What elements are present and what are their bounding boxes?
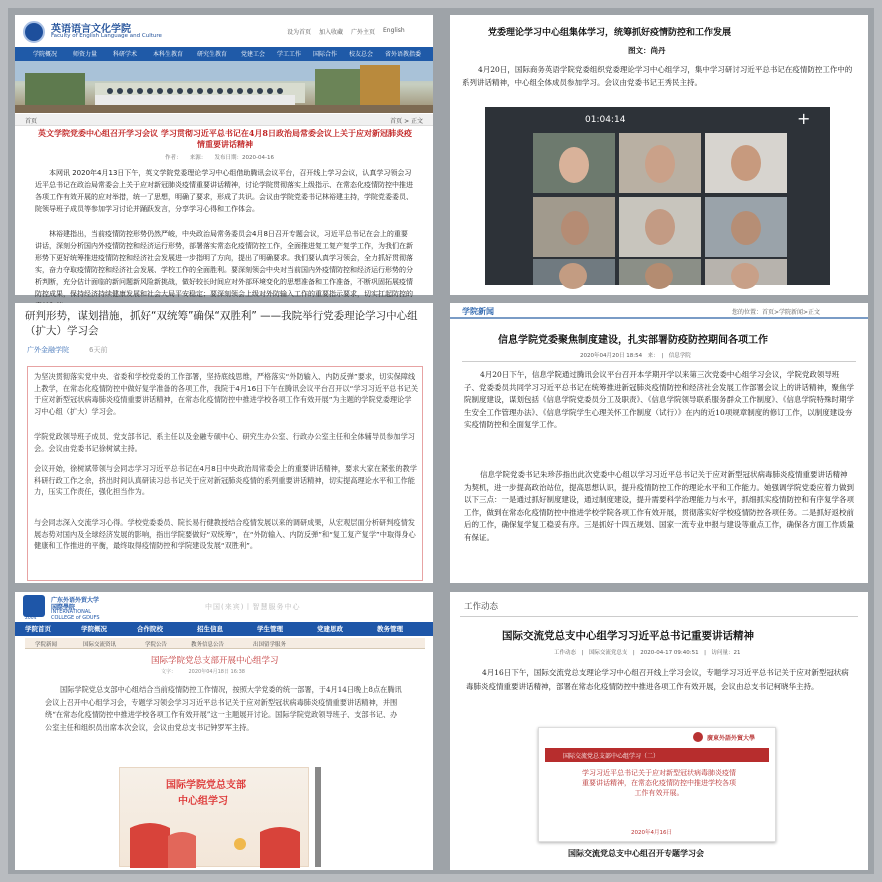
main-nav xyxy=(15,47,433,61)
slide-header-bar xyxy=(545,748,769,762)
slide-subtitle: 中心组学习 xyxy=(178,796,228,807)
nav-item[interactable]: 科研学术 xyxy=(113,51,138,58)
participant-tile xyxy=(533,197,615,257)
article-paragraph: 国际学院党总支部中心组结合当前疫情防控工作情况，按照大学党委的统一部署，于4月14日晚上8点在腾讯会议上召开中心组学习会，专题学习领会学习习近平总书记关于应对新型冠状病毒肺炎疫情重要讲话精神，并围绕“在常态化疫情防控中推进学校各项工作有效开展”这一主题展开讨论。国际学院党政领导班子、支部书记、办公室主任和组织员出席本次会议，会议由党总支书记钟罗军主持。 xyxy=(45,685,402,732)
top-link-english[interactable]: English xyxy=(383,27,405,34)
participant-tile xyxy=(705,133,787,193)
article-title: 国际交流党总支中心组学习习近平总书记重要讲话精神 xyxy=(502,630,754,642)
participant-tile xyxy=(619,197,701,257)
school-name: 英语语言文化学院 xyxy=(51,24,131,35)
nav-item[interactable]: 学院概况 xyxy=(81,625,107,633)
nav-item[interactable]: 学院概况 xyxy=(33,51,58,58)
nav-item[interactable]: 师资力量 xyxy=(73,51,98,58)
slide-logo-bar xyxy=(539,728,775,746)
section-title: 学院新闻 xyxy=(462,307,494,316)
nav-item[interactable]: 学工工作 xyxy=(277,51,302,58)
article-paragraph: 信息学院党委书记朱珍莎指出此次党委中心组以学习习近平总书记关于应对新型冠状病毒肺炎疫情重要讲话精神为契机，进一步提高政治站位，提高思想认识，提升疫情防控工作的理论水平和工作能力。她强调学院党委应着力做到以下三点：一是通过抓好制度建设，通过制度建设，提升需要科学治理能力与水平，抓细抓实疫情防控和有序复学各项工作，做到在常态化疫情防控中推进学校学院各项工作有效开展，贯彻落实好学校疫情防控各项任务。二是抓好返校前后的工作，确保复学复工稳妥有序。三是抓好十四五规划、国家一流专业申报与建设等重点工作，确保各方面工作质量有保证。 xyxy=(464,470,854,542)
article-paragraph: 与会同志深入交流学习心得。学校党委委员、院长易行健教授结合疫情发展以来的调研成果，从宏观层面分析研判疫情发展态势对国内及全球经济发展的影响，指出学院要做好“双统筹”，在“外防输入、内防反弹”和“复工复产复学”中取得身心健康和工作推进的平衡，最终取得疫情防控和学院建设发展“双胜利”。 xyxy=(34,518,416,550)
news-panel-business-english xyxy=(450,15,868,295)
participant-tile xyxy=(619,133,701,193)
news-panel-english-faculty xyxy=(15,15,433,298)
logo-year: 2004 xyxy=(25,616,37,621)
slide-title: 国际学院党总支部 xyxy=(166,780,246,791)
section-bar xyxy=(450,303,868,319)
nav-item[interactable]: 党建工会 xyxy=(241,51,266,58)
nav-item[interactable]: 招生信息 xyxy=(197,625,223,633)
article-source[interactable]: 广外金融学院 xyxy=(27,346,69,354)
news-panel-international-college xyxy=(15,592,433,870)
nav-item[interactable]: 学生管理 xyxy=(257,625,283,633)
participant-tile xyxy=(619,259,701,285)
top-link-gdufs[interactable]: 广外主页 xyxy=(351,29,376,36)
sub-nav-item[interactable]: 教务信息公告 xyxy=(191,642,225,648)
news-panel-international-exchange xyxy=(450,592,868,870)
article-paragraph: 为坚决贯彻落实党中央、省委和学校党委的工作部署，坚持底线思维，严格落实“外防输入、内防反弹”要求，切实保障线上教学，在常态化疫情防控中做好复学准备的各项工作，我院于4月16日下午在腾讯会议平台召开以“学习习近平总书记关于应对新型冠状病毒肺炎疫情重要讲话精神，在常态化疫情防控中推进学校各项工作有效开展”为主题的学院党委理论学习中心组（扩大）学习会。 xyxy=(34,372,419,416)
article-paragraph: 4月20日，国际商务英语学院党委组织党委理论学习中心组学习，集中学习研讨习近平总书记在疫情防控工作中的系列讲话精神，中心组全体成员参加学习。会议由党委书记王秀民主持。 xyxy=(462,65,853,87)
news-panel-finance-school xyxy=(15,303,433,583)
divider xyxy=(460,616,858,617)
nav-item[interactable]: 合作院校 xyxy=(137,625,163,633)
news-panel-information-school xyxy=(450,303,868,583)
nav-item[interactable]: 国际合作 xyxy=(313,51,338,58)
add-icon: + xyxy=(797,109,811,128)
slide-header: 国际交流党总支部中心组学习（二） xyxy=(563,753,660,760)
article-paragraph: 会议开始，徐树斌带领与会同志学习习近平总书记在4月8日中央政治局常委会上的重要讲话精神，要求大家在紧张的教学科研行政工作之余，挤出时间认真研读习总书记关于应对新冠肺炎疫情的系列重要讲话精神，切实提高理论水平和工作能力，压实工作责任，强化担当作为。 xyxy=(34,464,417,496)
image-caption: 国际交流党总支中心组召开专题学习会 xyxy=(568,848,704,858)
article-meta: 工作动态 | 国际交流党总支 | 2020-04-17 09:40:51 | 访问量：21 xyxy=(554,650,741,656)
school-name-en: Faculty of English Language and Culture xyxy=(51,33,162,39)
section-heading: 工作动态 xyxy=(464,602,499,612)
campus-photo-banner xyxy=(15,61,433,113)
participant-tile xyxy=(533,133,615,193)
article-paragraph: 4月16日下午，国际交流党总支理论学习中心组召开线上学习会议，专题学习习近平总书记关于应对新型冠状病毒肺炎疫情重要讲话精神，部署在常态化疫情防控中推进各项工作有效开展，会议由总支书记柯晓华主持。 xyxy=(466,668,849,691)
article-author: 图文：尚丹 xyxy=(628,46,666,55)
sub-nav-item[interactable]: 出国留学服务 xyxy=(253,642,287,648)
sub-nav xyxy=(25,638,425,649)
university-logo-icon xyxy=(23,21,45,43)
top-link-home[interactable]: 设为首页 xyxy=(287,29,312,36)
site-header xyxy=(15,15,433,47)
divider xyxy=(462,361,856,362)
article-paragraph: 学院党政领导班子成员、党支部书记、系主任以及金融专硕中心、研究生办公室、行政办公室主任和全体辅导员参加学习会。会议由党委书记徐树斌主持。 xyxy=(34,432,415,453)
college-name: 国際學院 xyxy=(51,604,76,611)
slide-logo-text: 廣東外語外貿大學 xyxy=(707,735,756,742)
header-motto: 中国(来宾)丨智慧服务中心 xyxy=(205,603,301,611)
meeting-timer: 01:04:14 xyxy=(585,115,626,125)
breadcrumb-home[interactable]: 首页 xyxy=(25,118,38,125)
breadcrumb: 您的位置：首页>学院新闻>正文 xyxy=(732,309,821,316)
breadcrumb xyxy=(15,114,433,126)
nav-item[interactable]: 教务管理 xyxy=(377,625,403,633)
article-paragraph: 4月20日下午，信息学院通过腾讯会议平台召开本学期开学以来第三次党委中心组学习会议，学院党政领导班子、党委委员共同学习习近平总书记在统筹推进新冠肺炎疫情防控和经济社会发展工作部署会议上的讲话精神，聚焦学院制度建设，谋划包括《信息学院党委员分工及职责》、《信息学院领导联系服务群众工作制度》、《信息学院特殊时期学生安全工作管理办法》、《信息学院学生心理关怀工作制度（试行）》在内的近10项规章制度的修订工作，以制度建设夯实疫情防控和全面复学工作。 xyxy=(464,370,854,429)
site-header xyxy=(15,592,433,622)
sub-nav-item[interactable]: 学院新闻 xyxy=(35,642,58,648)
participant-tile xyxy=(705,197,787,257)
sub-nav-item[interactable]: 国际交流资讯 xyxy=(83,642,117,648)
nav-item[interactable]: 省外语教指委 xyxy=(385,51,422,58)
decorative-red-flags-icon xyxy=(120,808,310,868)
article-title: 研判形势，谋划措施，抓好“双统筹”确保“双胜利” ——我院举行党委理论学习中心组（扩大）学习会 xyxy=(25,310,418,337)
video-conference-screenshot xyxy=(485,107,830,285)
slide-date: 2020年4月16日 xyxy=(631,830,672,836)
college-name-en: COLLEGE of GDUFS xyxy=(51,615,100,621)
article-paragraph: 林裕建指出，当前疫情防控形势仍然严峻，中央政治局常务委员会4月8日召开专题会议，习近平总书记在会上的重要讲话，深刻分析国内外疫情防控和经济运行形势，部署落实常态化疫情防控工作，全面推进复工复产复学工作，为我们在新形势下更好统筹推进疫情防控和经济社会发展进一步指明了方向，提出了明确要求。我们要认真学习领会，全力抓好贯彻落实，奋力夺取疫情防控和经济社会发展、学校工作的全面胜利。要深刻领会中央对当前国内外疫情防控和经济运行形势的分析判断，充分估计面临的新问题新风险新挑战，做好较长时间应对外部环境变化的思想准备和工作准备，不断巩固拓展疫情防控成果，保持经济持续健康发展和社会大局平安稳定；要深刻领会上级对外防输入工作的重要指示要求，切实扛起防控的 xyxy=(35,230,413,298)
article-title: 国际学院党总支部开展中心组学习 xyxy=(151,656,279,666)
slide-body: 学习习近平总书记关于应对新型冠状病毒肺炎疫情重要讲话精神，在常态化疫情防控中推进学校各项工作有效开展。 xyxy=(582,769,736,797)
article-content-box xyxy=(27,366,423,581)
meeting-screenshot xyxy=(119,767,309,867)
sub-nav-item[interactable]: 学院公告 xyxy=(145,642,168,648)
article-paragraph: 本网讯 2020年4月13日下午，英文学院党委理论学习中心组借助腾讯会议平台，召开线上学习会议，认真学习领会习近平总书记在政治局常委会上关于应对新冠肺炎疫情重要讲话精神，讨论学院贯彻落实上级指示、在常态化疫情防控中推进各项工作有效开展的应对举措，统一了思想，明确了要求，形成了共识。会议由学院党委书记林裕建主持，学院党委委员、院领导班子成员等参加学习讨论并踊跃发言，分享学习心得和工作体会。 xyxy=(35,169,413,213)
college-logo-icon xyxy=(23,595,45,617)
breadcrumb-path: 首页 > 正文 xyxy=(390,118,423,125)
article-title: 党委理论学习中心组集体学习，统筹抓好疫情防控和工作发展 xyxy=(488,28,732,38)
school-name: 广东外语外贸大学 xyxy=(51,597,100,604)
article-meta: 作者： 来源： 发布日期：2020-04-16 xyxy=(165,155,274,161)
nav-item[interactable]: 学院首页 xyxy=(25,625,51,633)
article-meta: 文字： 2020年04月18日 16:38 xyxy=(161,669,245,675)
article-time: 6天前 xyxy=(89,346,108,354)
nav-item[interactable]: 校友总会 xyxy=(349,51,374,58)
college-name-en: INTERNATIONAL xyxy=(51,609,92,615)
scrollbar[interactable] xyxy=(315,767,321,867)
main-nav xyxy=(15,622,433,636)
top-link-favorite[interactable]: 加入收藏 xyxy=(319,29,344,36)
participant-tile xyxy=(533,259,615,285)
nav-item[interactable]: 研究生教育 xyxy=(197,51,228,58)
university-logo-icon xyxy=(693,732,703,742)
article-meta: 2020年04月20日 18:54 来： | 信息学院 xyxy=(580,353,691,359)
nav-item[interactable]: 党建思政 xyxy=(317,625,343,633)
participant-tile xyxy=(705,259,787,285)
article-title: 信息学院党委聚焦制度建设，扎实部署防疫防控期间各项工作 xyxy=(498,335,768,346)
article-title: 英文学院党委中心组召开学习会议 学习贯彻习近平总书记在4月8日政治局常委会议上关于应对新冠肺炎疫情重要讲话精神 xyxy=(38,128,412,149)
presentation-slide xyxy=(538,727,776,842)
nav-item[interactable]: 本科生教育 xyxy=(153,51,184,58)
